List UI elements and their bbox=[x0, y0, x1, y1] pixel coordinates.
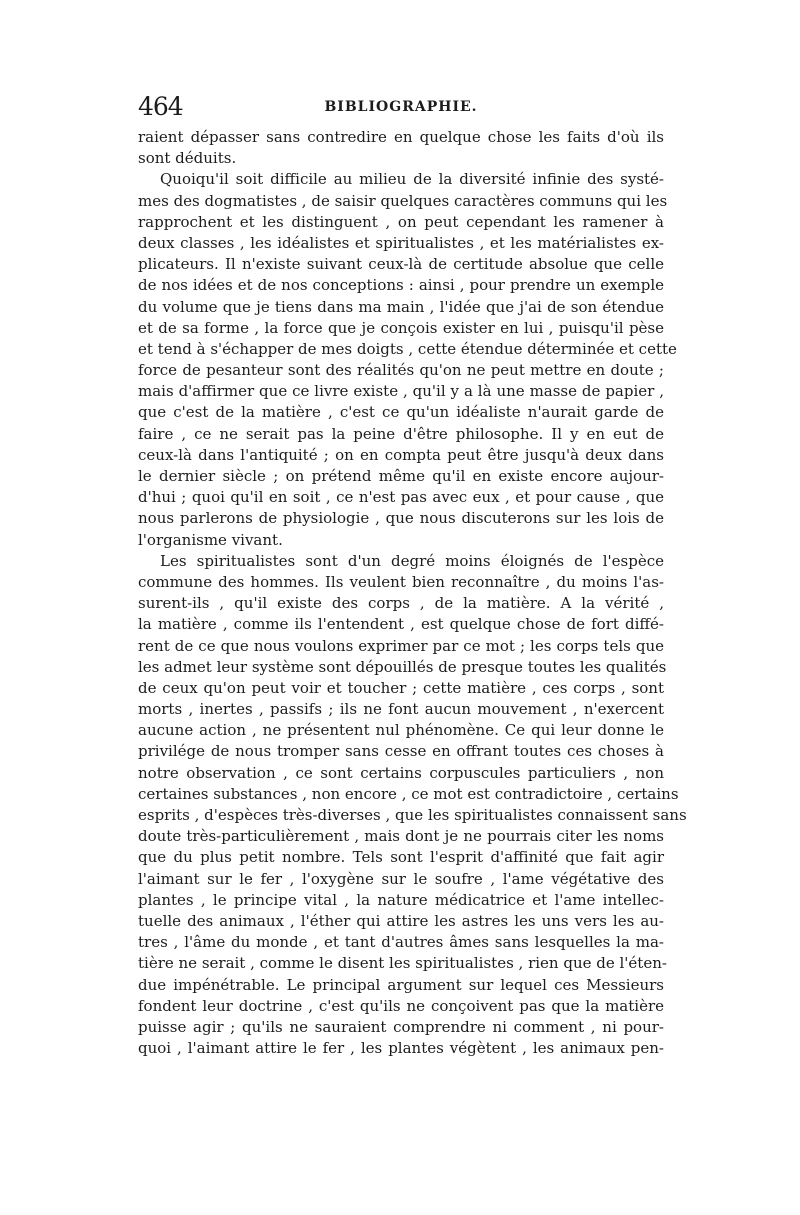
text-line: sont déduits. bbox=[138, 149, 237, 168]
text-line: plicateurs. Il n'existe suivant ceux-là de certitude absolue que celle bbox=[138, 255, 664, 274]
text-line: notre observation , ce sont certains corpuscules particuliers , non bbox=[138, 763, 664, 782]
running-title: BIBLIOGRAPHIE. bbox=[324, 99, 478, 115]
text-line: force de pesanteur sont des réalités qu'on ne peut mettre en doute ; bbox=[138, 361, 664, 380]
text-line: le dernier siècle ; on prétend même qu'il en existe encore aujour- bbox=[138, 467, 664, 485]
text-line: quoi , l'aimant attire le fer , les plantes végètent , les animaux pen- bbox=[138, 1039, 664, 1058]
text-line: la matière , comme ils l'entendent , est quelque chose de fort diffé- bbox=[138, 615, 664, 634]
text-line: doute très-particulièrement , mais dont je ne pourrais citer les noms bbox=[138, 827, 664, 846]
text-line: mais d'affirmer que ce livre existe , qu'il y a là une masse de papier , bbox=[138, 382, 664, 401]
running-head bbox=[138, 93, 664, 121]
text-line: tres , l'âme du monde , et tant d'autres âmes sans lesquelles la ma- bbox=[138, 933, 664, 952]
text-line: faire , ce ne serait pas la peine d'être philosophe. Il y en eut de bbox=[138, 424, 664, 443]
text-line: ceux-là dans l'antiquité ; on en compta peut être jusqu'à deux dans bbox=[138, 445, 664, 464]
text-line: tuelle des animaux , l'éther qui attire les astres les uns vers les au- bbox=[138, 911, 664, 930]
text-line: esprits , d'espèces très-diverses , que les spiritualistes connaissent sans bbox=[138, 806, 687, 824]
text-line: et de sa forme , la force que je conçois exister en lui , puisqu'il pèse bbox=[138, 318, 664, 337]
text-line: l'aimant sur le fer , l'oxygène sur le soufre , l'ame végétative des bbox=[138, 869, 664, 888]
text-line: de ceux qu'on peut voir et toucher ; cette matière , ces corps , sont bbox=[138, 678, 664, 697]
text-line: certaines substances , non encore , ce mot est contradictoire , certains bbox=[138, 784, 679, 803]
text-line: du volume que je tiens dans ma main , l'idée que j'ai de son étendue bbox=[138, 297, 664, 316]
text-line: puisse agir ; qu'ils ne sauraient comprendre ni comment , ni pour- bbox=[138, 1017, 664, 1036]
text-line: fondent leur doctrine , c'est qu'ils ne conçoivent pas que la matière bbox=[138, 996, 664, 1015]
text-line: commune des hommes. Ils veulent bien reconnaître , du moins l'as- bbox=[138, 572, 664, 591]
text-line: et tend à s'échapper de mes doigts , cette étendue déterminée et cette bbox=[138, 339, 677, 358]
text-line: raient dépasser sans contredire en quelque chose les faits d'où ils bbox=[138, 128, 664, 146]
text-line: de nos idées et de nos conceptions : ainsi , pour prendre un exemple bbox=[138, 276, 664, 295]
text-line: que du plus petit nombre. Tels sont l'esprit d'affinité que fait agir bbox=[138, 848, 664, 867]
text-line: morts , inertes , passifs ; ils ne font aucun mouvement , n'exercent bbox=[138, 700, 664, 719]
text-line: Quoiqu'il soit difficile au milieu de la diversité infinie des systé- bbox=[160, 170, 664, 189]
text-line: rent de ce que nous voulons exprimer par ce mot ; les corps tels que bbox=[138, 636, 664, 655]
text-line: privilége de nous tromper sans cesse en offrant toutes ces choses à bbox=[138, 742, 664, 761]
page-number: 464 bbox=[138, 92, 183, 121]
text-line: plantes , le principe vital , la nature médicatrice et l'ame intellec- bbox=[138, 890, 664, 909]
text-line: mes des dogmatistes , de saisir quelques caractères communs qui les bbox=[138, 191, 668, 210]
text-line: nous parlerons de physiologie , que nous discuterons sur les lois de bbox=[138, 509, 664, 528]
text-line: l'organisme vivant. bbox=[138, 530, 283, 549]
text-line: aucune action , ne présentent nul phénomène. Ce qui leur donne le bbox=[138, 721, 664, 740]
text-line: que c'est de la matière , c'est ce qu'un idéaliste n'aurait garde de bbox=[138, 403, 664, 422]
text-line: tière ne serait , comme le disent les spiritualistes , rien que de l'éten- bbox=[138, 954, 667, 973]
text-line: Les spiritualistes sont d'un degré moins éloignés de l'espèce bbox=[160, 551, 664, 570]
text-line: les admet leur système sont dépouillés de presque toutes les qualités bbox=[138, 657, 667, 676]
text-line: deux classes , les idéalistes et spiritualistes , et les matérialistes ex- bbox=[138, 233, 664, 252]
text-line: surent-ils , qu'il existe des corps , de la matière. A la vérité , bbox=[138, 594, 664, 613]
text-line: rapprochent et les distinguent , on peut cependant les ramener à bbox=[138, 212, 664, 231]
body-text bbox=[138, 127, 687, 1059]
text-line: d'hui ; quoi qu'il en soit , ce n'est pas avec eux , et pour cause , que bbox=[138, 488, 664, 507]
text-line: due impénétrable. Le principal argument sur lequel ces Messieurs bbox=[138, 975, 664, 994]
